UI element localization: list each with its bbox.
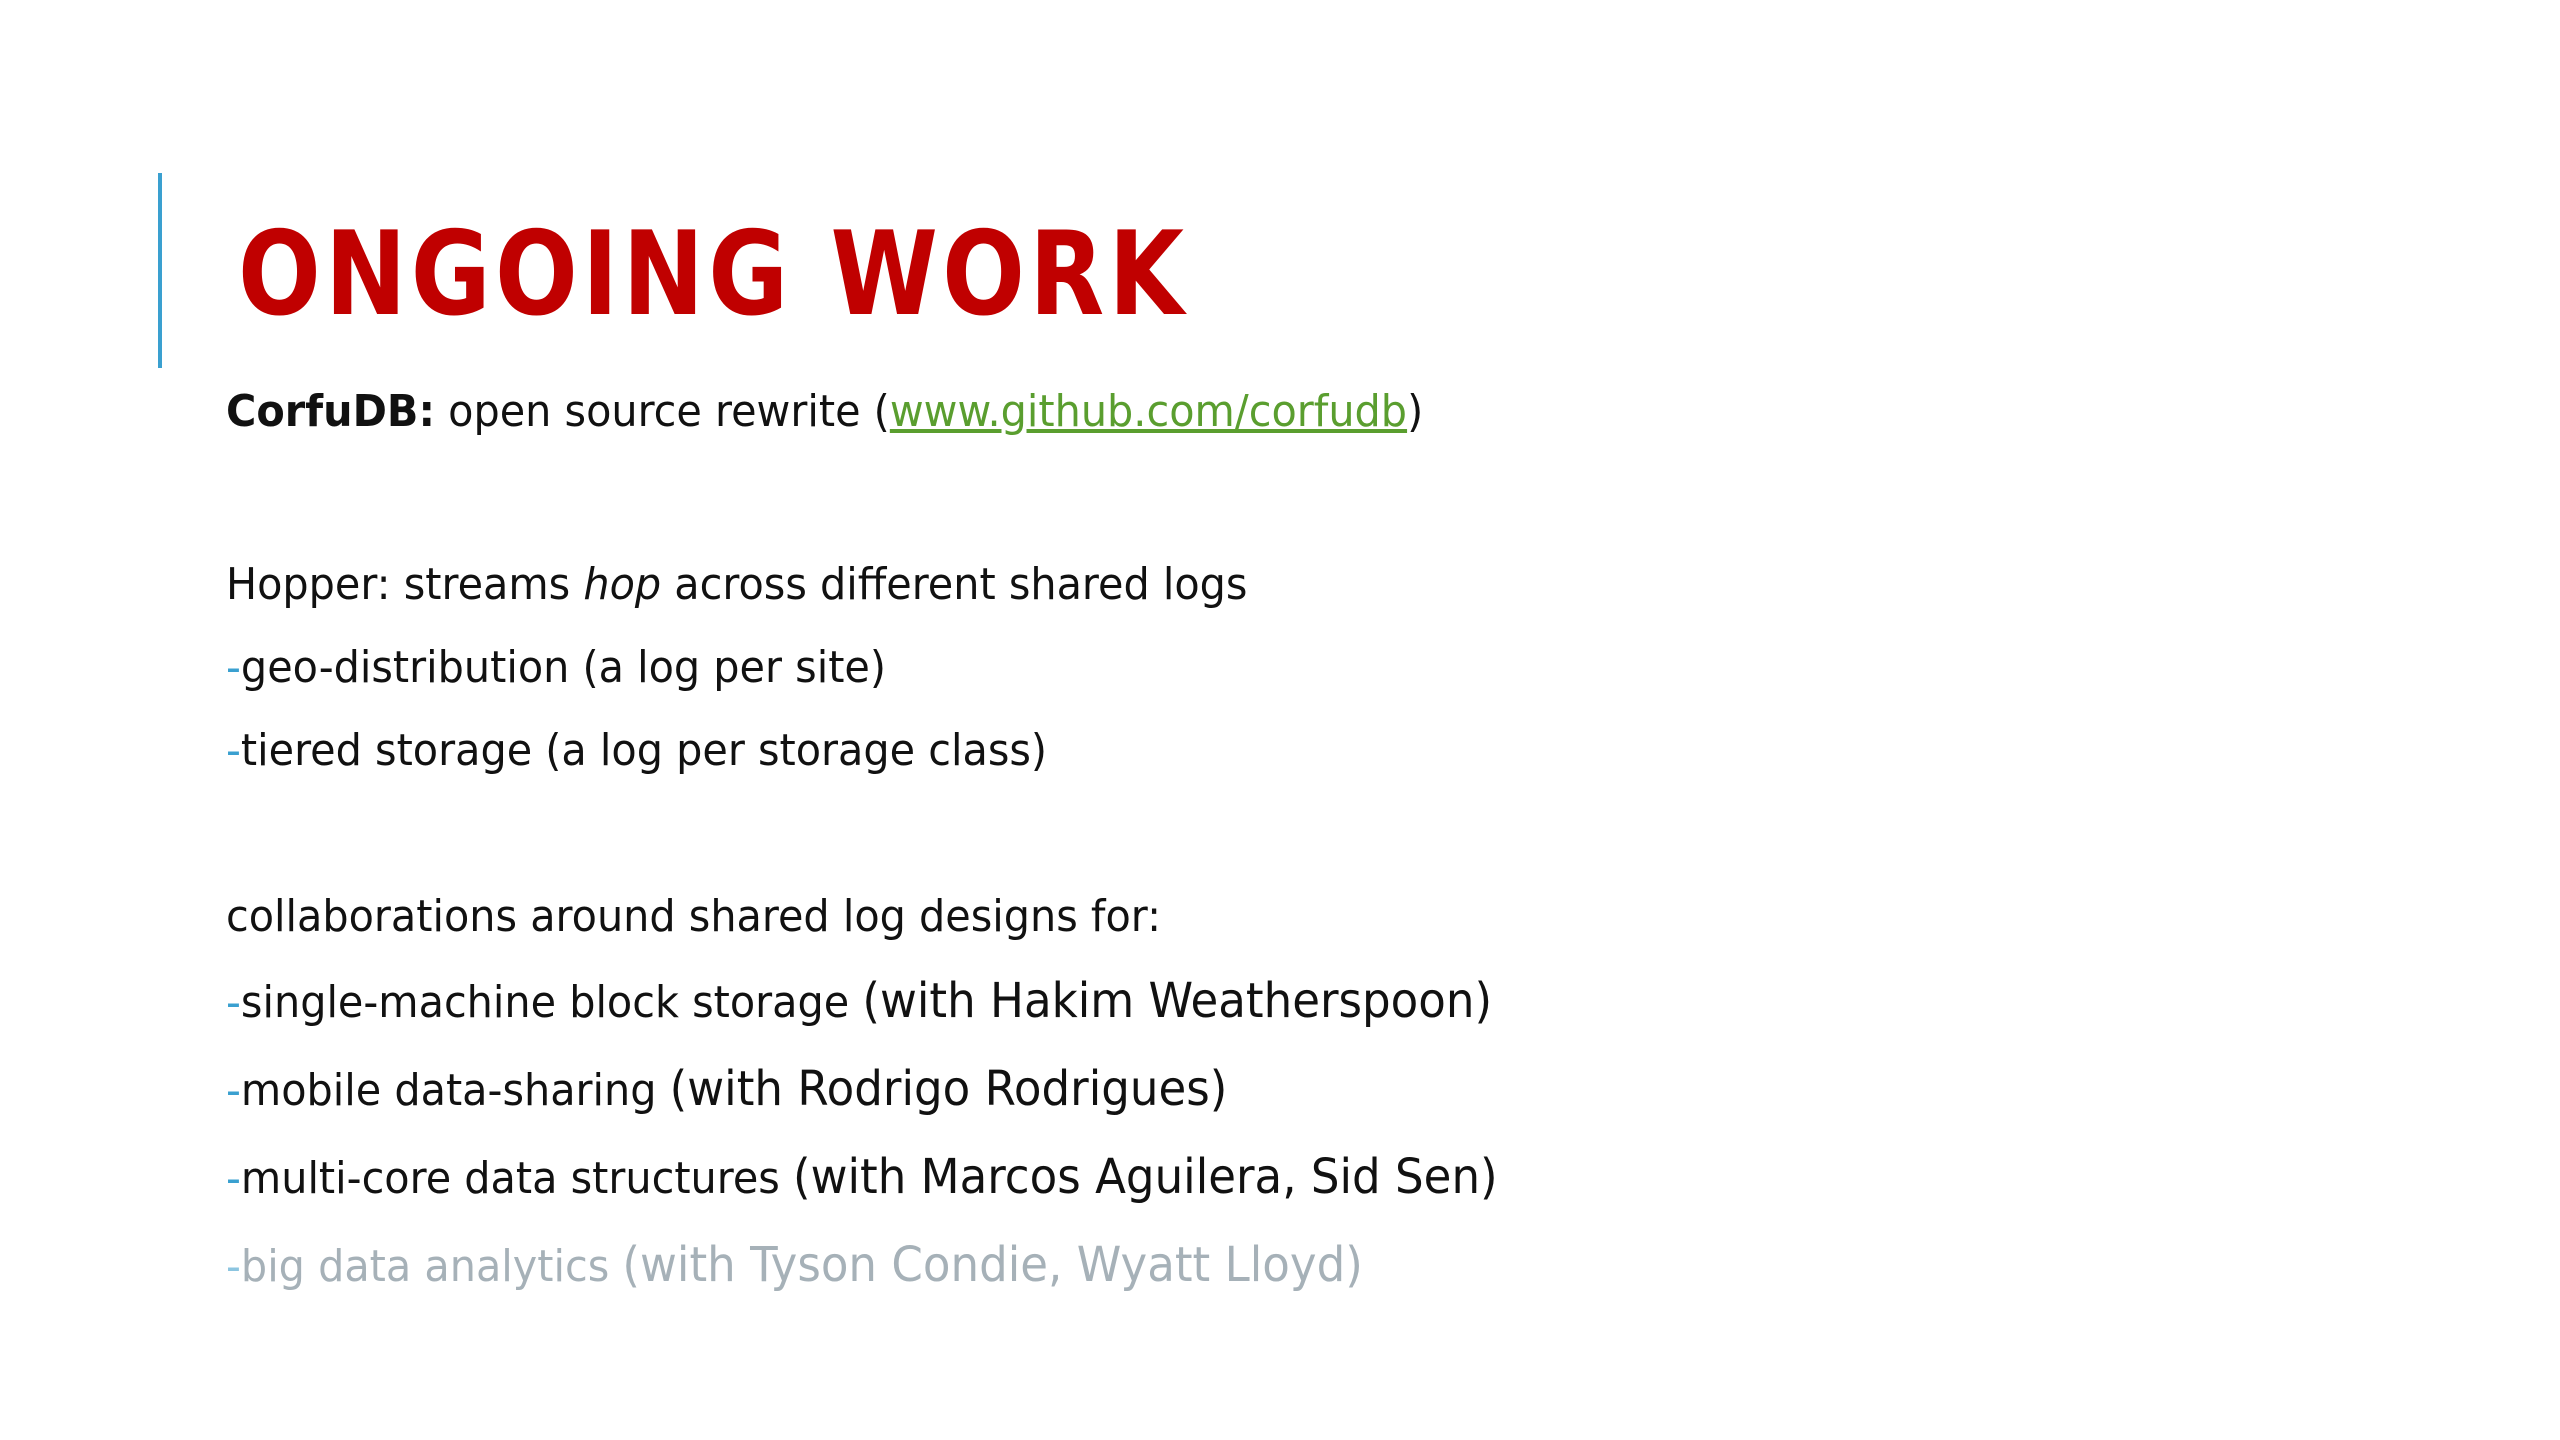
collab-people: (with Hakim Weatherspoon)	[862, 973, 1493, 1029]
corfudb-close-paren: )	[1407, 386, 1424, 437]
hopper-prefix: Hopper: streams	[226, 559, 584, 610]
list-item	[226, 1059, 1227, 1121]
collab-topic: mobile data-sharing	[240, 1065, 670, 1116]
corfudb-label: CorfuDB:	[226, 386, 436, 437]
dash-bullet: -	[226, 642, 241, 693]
hopper-suffix: across different shared logs	[661, 559, 1248, 610]
dash-bullet: -	[226, 1153, 241, 1204]
dash-bullet: -	[226, 977, 241, 1028]
collab-topic: single-machine block storage	[240, 977, 863, 1028]
list-item-text: geo-distribution (a log per site)	[240, 642, 886, 693]
collab-people: (with Rodrigo Rodrigues)	[669, 1061, 1228, 1117]
collab-people: (with Tyson Condie, Wyatt Lloyd)	[622, 1237, 1363, 1293]
slide-title: ONGOING WORK	[238, 207, 1189, 342]
list-item-text: tiered storage (a log per storage class)	[240, 725, 1048, 776]
list-item	[226, 1235, 1363, 1297]
collab-people: (with Marcos Aguilera, Sid Sen)	[792, 1149, 1498, 1205]
list-item	[226, 721, 1047, 781]
corfudb-line	[226, 382, 1423, 442]
dash-bullet: -	[226, 725, 241, 776]
dash-bullet: -	[226, 1065, 241, 1116]
collaborations-heading: collaborations around shared log designs for:	[226, 891, 1162, 942]
github-link[interactable]: www.github.com/corfudb	[889, 386, 1408, 437]
hopper-line	[226, 555, 1247, 615]
dash-bullet: -	[226, 1241, 241, 1292]
collab-topic: multi-core data structures	[240, 1153, 793, 1204]
title-accent-bar	[158, 173, 162, 368]
collab-topic: big data analytics	[240, 1241, 623, 1292]
corfudb-description: open source rewrite (	[435, 386, 890, 437]
list-item	[226, 971, 1492, 1033]
list-item	[226, 638, 886, 698]
list-item	[226, 1147, 1498, 1209]
hopper-emphasis: hop	[583, 559, 662, 610]
